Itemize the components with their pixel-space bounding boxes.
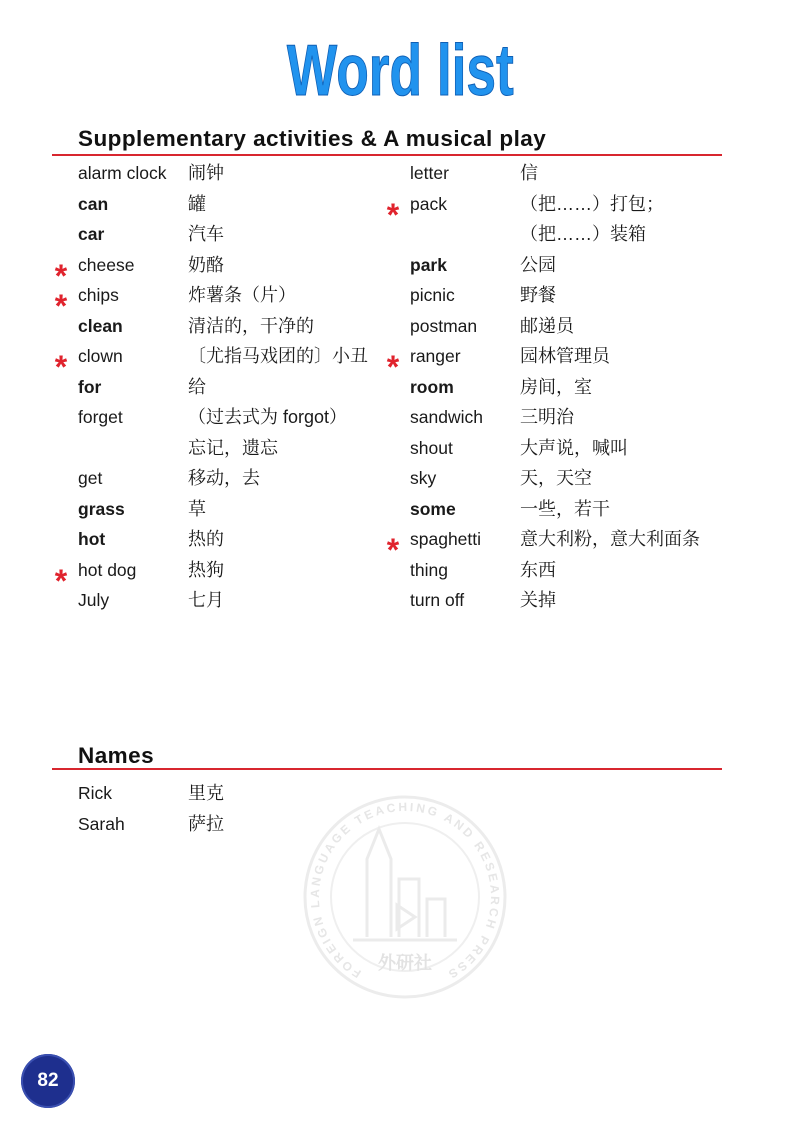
english-word: some — [410, 498, 456, 519]
english-word: grass — [78, 498, 125, 519]
chinese-meaning: 一些，若干 — [520, 498, 610, 519]
chinese-meaning: 公园 — [520, 254, 556, 275]
entry-for — [78, 372, 378, 403]
chinese-meaning: 野餐 — [520, 285, 556, 305]
chinese-name: 里克 — [188, 783, 224, 803]
chinese-meaning: 炸薯条（片） — [188, 285, 296, 305]
entry-forget — [78, 402, 378, 433]
entry-shout — [410, 433, 710, 464]
english-word: can — [78, 193, 109, 214]
english-word: alarm clock — [78, 163, 167, 183]
page-number: 82 — [37, 1070, 59, 1091]
new-word-star: * — [54, 349, 68, 385]
english-word: for — [78, 376, 102, 397]
entry-clean — [78, 311, 378, 342]
seal-inner-ring — [331, 823, 479, 971]
chinese-meaning: 汽车 — [188, 224, 224, 244]
section-divider — [52, 154, 722, 156]
entry-chips — [54, 280, 378, 324]
english-word: letter — [410, 163, 449, 183]
english-word: room — [410, 376, 454, 397]
english-name: Sarah — [78, 813, 125, 834]
english-word: shout — [410, 437, 453, 458]
entry-pack — [386, 189, 710, 233]
section-heading-names: Names — [78, 743, 155, 768]
names-column — [78, 778, 378, 839]
english-word: car — [78, 224, 105, 244]
english-word: park — [410, 254, 447, 275]
new-word-star: * — [386, 532, 400, 568]
entry-sky — [410, 463, 710, 494]
chinese-meaning: 草 — [188, 498, 206, 519]
seal-ring-text: FOREIGN LANGUAGE TEACHING AND RESEARCH PRESS — [307, 799, 503, 982]
chinese-meaning: 给 — [188, 376, 206, 397]
english-word: ranger — [410, 346, 461, 366]
entry-picnic — [410, 280, 710, 311]
english-word: picnic — [410, 285, 455, 305]
chinese-meaning: （把……）打包； — [520, 193, 664, 214]
page-title — [0, 31, 800, 111]
entry-hot — [78, 524, 378, 555]
chinese-meaning: 热的 — [188, 529, 224, 549]
entry-alarm-clock — [78, 158, 378, 189]
chinese-meaning: 东西 — [520, 559, 556, 580]
entry-turn-off — [410, 585, 710, 616]
chinese-meaning: 园林管理员 — [520, 346, 610, 366]
entry-sarah — [78, 809, 378, 840]
english-word: spaghetti — [410, 529, 482, 549]
english-word: clown — [78, 346, 123, 366]
chinese-meaning: 房间，室 — [520, 376, 592, 397]
chinese-meaning: 信 — [520, 163, 538, 183]
english-word: pack — [410, 193, 447, 214]
english-word: thing — [410, 559, 448, 580]
chinese-meaning: 意大利粉，意大利面条 — [520, 529, 700, 549]
entry-forget-continued — [78, 433, 378, 464]
entry-ranger — [386, 341, 710, 385]
chinese-meaning: 清洁的，干净的 — [188, 315, 314, 336]
entry-july — [78, 585, 378, 616]
entry-rick — [78, 778, 378, 809]
english-name: Rick — [78, 783, 113, 803]
chinese-meaning: （把……）装箱 — [520, 224, 646, 244]
entry-car — [78, 219, 378, 250]
chinese-meaning: 忘记，遗忘 — [188, 437, 278, 458]
english-word: July — [78, 590, 110, 610]
entry-clown — [54, 341, 378, 385]
english-word: get — [78, 468, 103, 488]
entry-some — [410, 494, 710, 525]
word-column-left — [54, 158, 378, 616]
english-word: hot dog — [78, 559, 137, 580]
page-title-text: Word list — [286, 31, 514, 111]
english-word: cheese — [78, 254, 135, 275]
section-divider — [52, 768, 722, 770]
entry-postman — [410, 311, 710, 342]
entry-cheese — [54, 250, 378, 294]
chinese-meaning: 大声说，喊叫 — [520, 437, 628, 458]
chinese-meaning: 奶酪 — [188, 254, 224, 275]
english-word: hot — [78, 529, 106, 549]
entry-hot-dog — [54, 555, 378, 599]
new-word-star: * — [386, 196, 400, 233]
chinese-meaning: 三明治 — [520, 407, 574, 427]
entry-letter — [410, 158, 710, 189]
chinese-meaning: （过去式为 forgot） — [188, 407, 348, 427]
chinese-meaning: 关掉 — [520, 590, 556, 610]
english-word: chips — [78, 285, 119, 305]
entry-spaghetti — [386, 524, 710, 568]
entry-pack-continued — [410, 219, 710, 250]
english-word: postman — [410, 315, 478, 336]
chinese-meaning: 天，天空 — [520, 468, 592, 488]
section-heading-supplementary: Supplementary activities & A musical play — [78, 126, 547, 151]
entry-park — [410, 250, 710, 281]
seal-brand-text: 外研社 — [378, 953, 432, 973]
chinese-meaning: 邮递员 — [520, 315, 574, 336]
entry-can — [78, 189, 378, 220]
english-word: forget — [78, 407, 123, 427]
word-column-right — [386, 158, 710, 616]
chinese-meaning: 罐 — [188, 193, 206, 214]
page-number-badge — [21, 1054, 75, 1108]
entry-sandwich — [410, 402, 710, 433]
new-word-star: * — [54, 562, 68, 599]
chinese-name: 萨拉 — [188, 813, 224, 834]
chinese-meaning: 七月 — [188, 590, 224, 610]
chinese-meaning: 〔尤指马戏团的〕小丑 — [188, 346, 368, 366]
chinese-meaning: 闹钟 — [188, 163, 224, 183]
seal-building-graphic — [353, 829, 457, 940]
entry-room — [410, 372, 710, 403]
entry-thing — [410, 555, 710, 586]
entry-grass — [78, 494, 378, 525]
new-word-star: * — [54, 288, 68, 324]
english-word: sky — [410, 468, 437, 488]
new-word-star: * — [386, 349, 400, 385]
chinese-meaning: 热狗 — [188, 559, 224, 580]
new-word-star: * — [54, 257, 68, 294]
entry-get — [78, 463, 378, 494]
english-word: clean — [78, 315, 123, 336]
english-word: sandwich — [410, 407, 483, 427]
english-word: turn off — [410, 590, 465, 610]
chinese-meaning: 移动，去 — [188, 468, 260, 488]
